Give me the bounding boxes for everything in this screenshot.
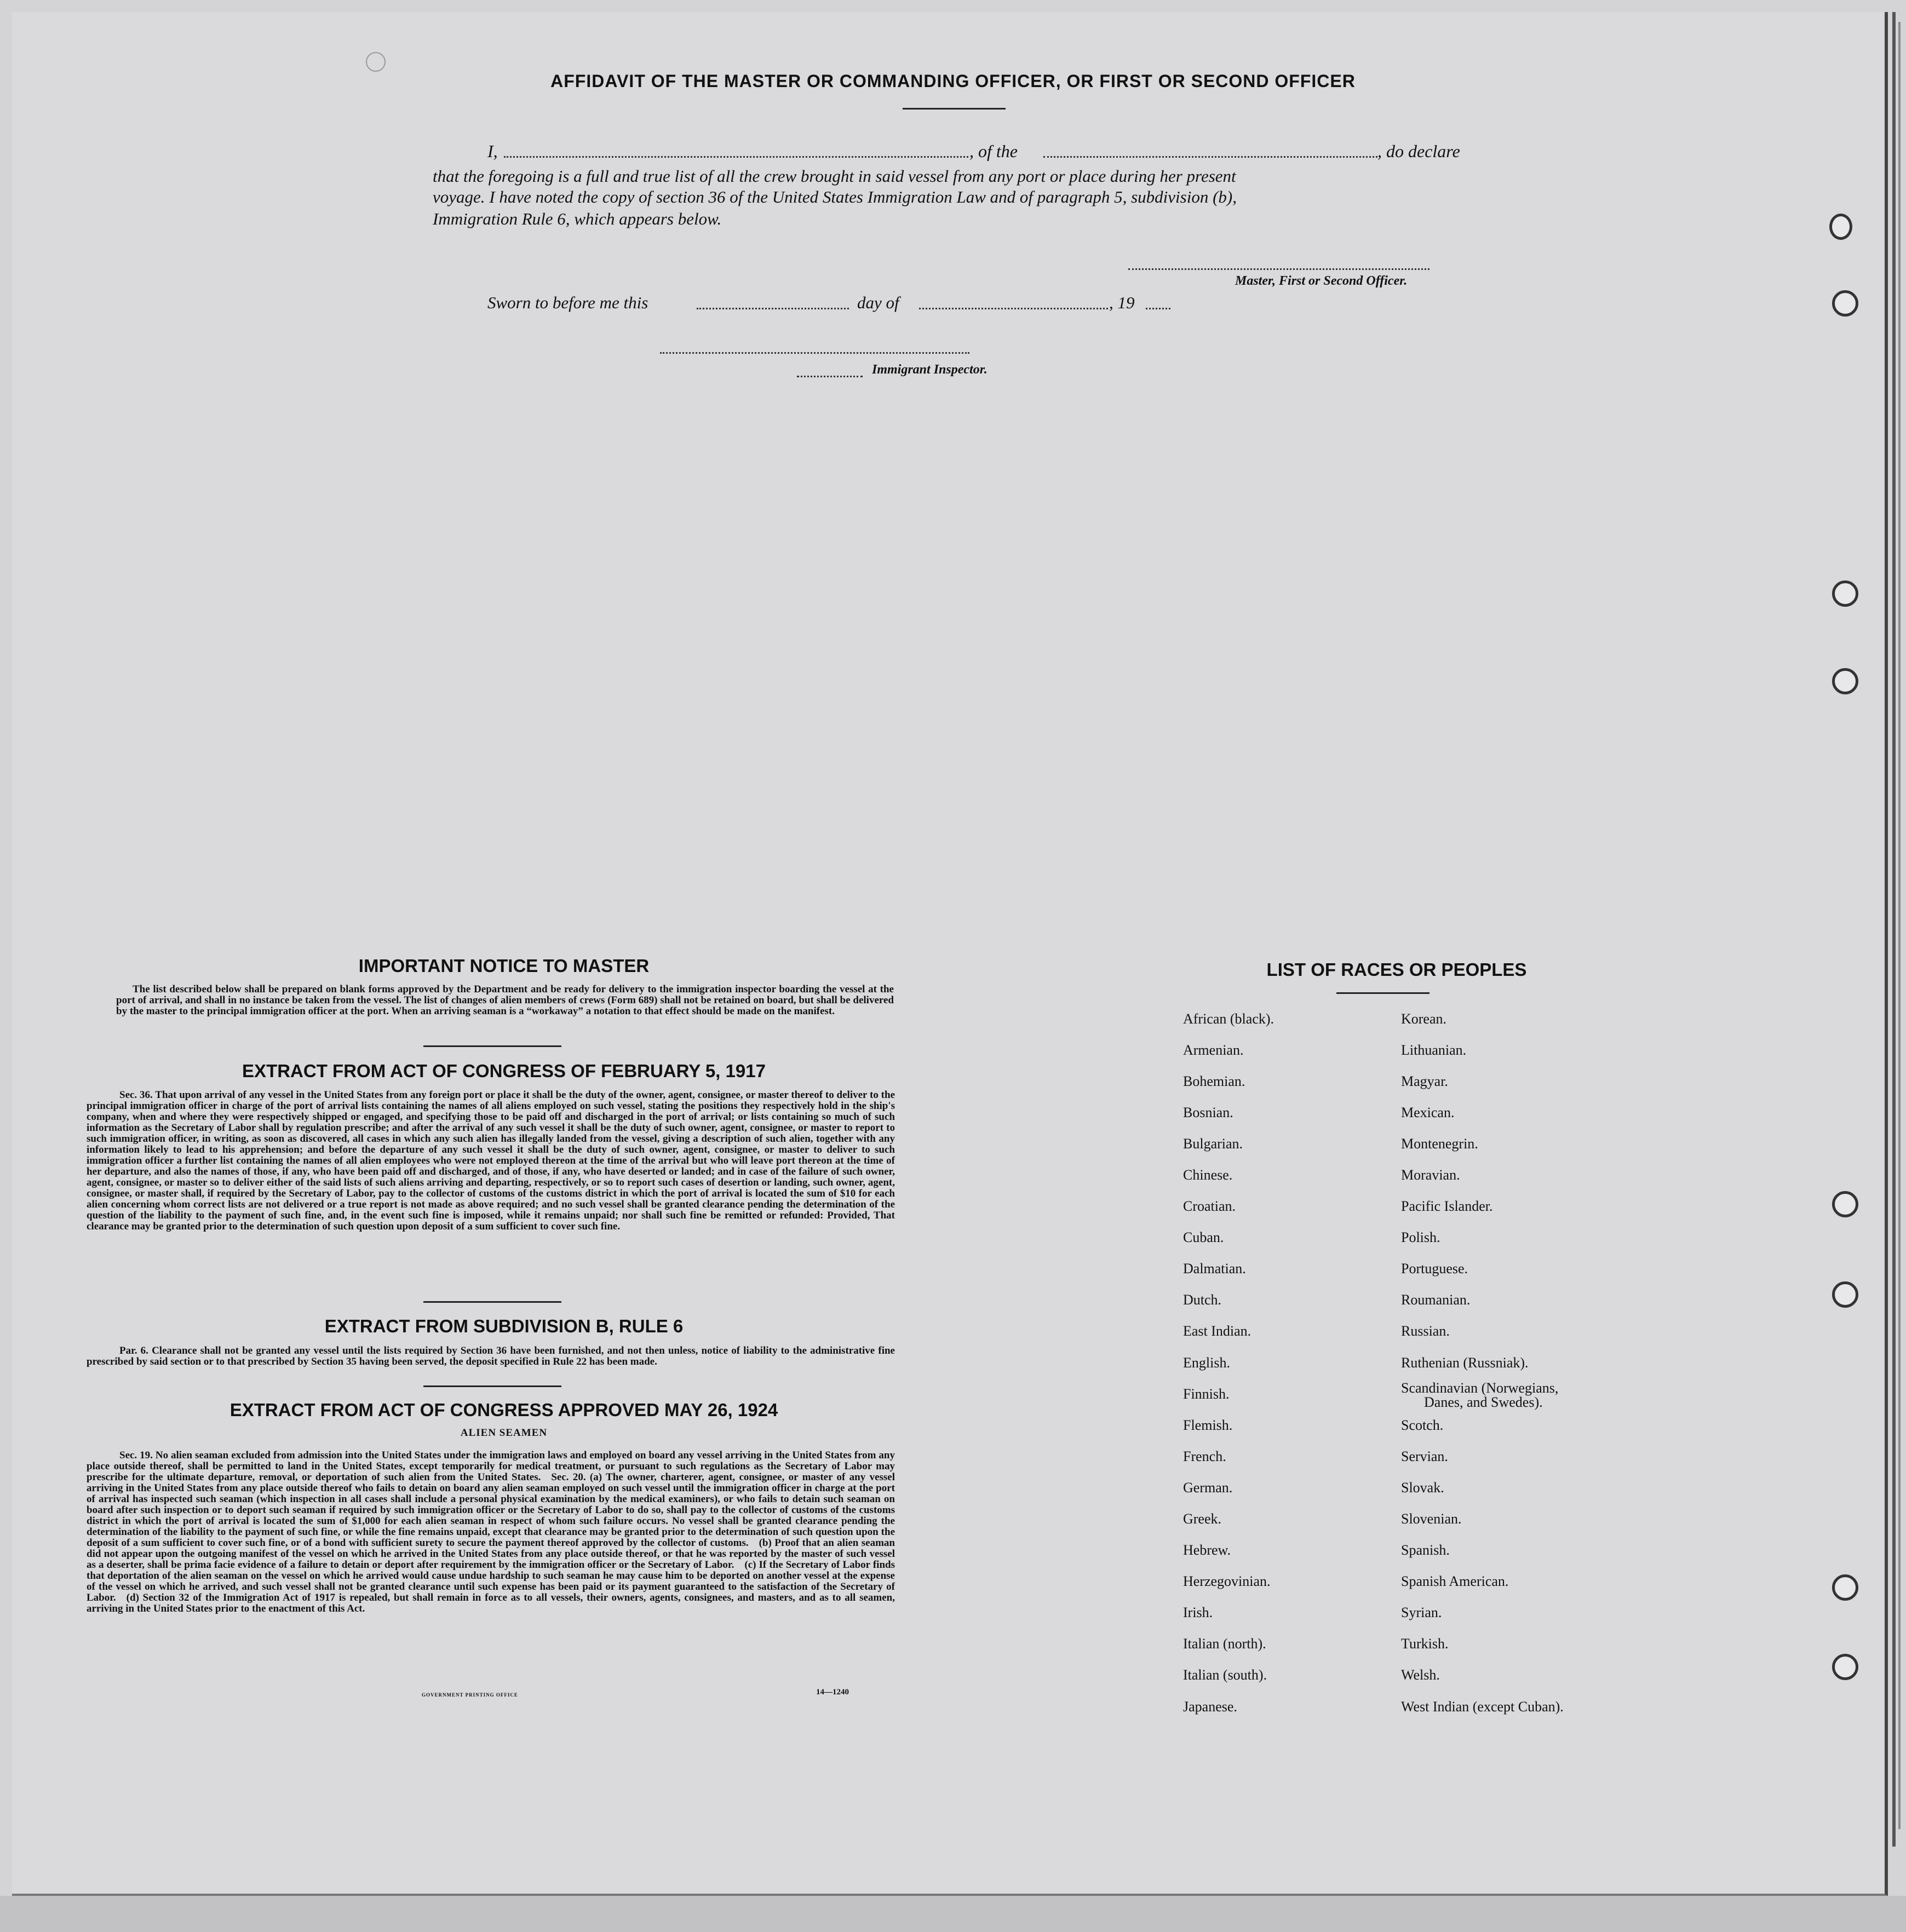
- race-item-continuation: Danes, and Swedes).: [1424, 1394, 1543, 1410]
- race-item: French.: [1183, 1448, 1226, 1464]
- race-item: Spanish American.: [1401, 1573, 1509, 1589]
- affidavit-body-line1: that the foregoing is a full and true list of all the crew brought in said vessel from any port or place during her present: [433, 166, 1236, 186]
- inspector-label: Immigrant Inspector.: [872, 363, 988, 377]
- race-item: Roumanian.: [1401, 1292, 1471, 1308]
- race-item: Slovenian.: [1401, 1511, 1462, 1527]
- affidavit-do-declare: , do declare: [1377, 141, 1460, 161]
- race-item: Scotch.: [1401, 1417, 1444, 1433]
- race-item: Magyar.: [1401, 1073, 1448, 1089]
- races-title: LIST OF RACES OR PEOPLES: [1266, 959, 1527, 980]
- race-item: Dutch.: [1183, 1292, 1222, 1308]
- page-edge-shadow: [1892, 12, 1896, 1847]
- race-item: Bulgarian.: [1183, 1136, 1243, 1152]
- extract-1917-title: EXTRACT FROM ACT OF CONGRESS OF FEBRUARY 5, 1917: [242, 1061, 766, 1081]
- race-item: Italian (north).: [1183, 1636, 1266, 1652]
- binder-hole-icon: [1832, 1574, 1858, 1601]
- race-item: Croatian.: [1183, 1198, 1236, 1214]
- sworn-year-blank[interactable]: [1146, 308, 1170, 309]
- vessel-blank[interactable]: [1043, 156, 1377, 158]
- extract-rule6-title: EXTRACT FROM SUBDIVISION B, RULE 6: [324, 1316, 684, 1336]
- race-item: Welsh.: [1401, 1667, 1440, 1683]
- binder-hole-icon: [1832, 1281, 1858, 1308]
- race-item: Irish.: [1183, 1605, 1213, 1620]
- inspector-signature-blank[interactable]: [660, 352, 969, 354]
- extract-1924-title: EXTRACT FROM ACT OF CONGRESS APPROVED MAY 26, 1924: [229, 1400, 778, 1420]
- affidavit-of-the: , of the: [969, 141, 1018, 161]
- divider: [903, 108, 1006, 110]
- race-item: Dalmatian.: [1183, 1261, 1246, 1277]
- signature-blank[interactable]: [1128, 268, 1430, 270]
- binder-hole-icon: [1829, 214, 1852, 240]
- extract-1924-body: Sec. 19. No alien seaman excluded from admission into the United States under the immigration laws and employed on board any vessel arriving in the United States from any place outside thereof, shall be permitted to land in the United States, except temporarily for medical treatment, or pursuant to such regulations as the Secretary of Labor may prescribe for the ultimate departure, removal, or deportation of such alien from the United States. Sec. 20. (a) The owner, charterer, agent, consignee, or master of any vessel arriving in the United States from any place outside thereof who fails to detain on board any alien seaman employed on such vessel until the immigration officer in charge at the port of arrival has inspected such seaman (which inspection in all cases shall include a personal physical examination by the medical examiners), or who fails to detain such seaman on board after such inspection or to deport such seaman if required by such immigration officer or the Secretary of Labor to do so, shall pay to the collector of customs of the customs district in which the port of arrival is located the sum of $1,000 for each alien seaman in respect of whom such failure occurs. No vessel shall be granted clearance pending the determination of the liability to the payment of such fine, or while the fine remains unpaid, except that clearance may be granted prior to the determination of such question upon the deposit of a sum sufficient to cover such fine, or of a bond with sufficient surety to secure the payment thereof approved by the collector of customs. (b) Proof that an alien seaman did not appear upon the outgoing manifest of the vessel on which he arrived in the United States from any place outside thereof, or that he was reported by the master of such vessel as a deserter, shall be prima facie evidence of a failure to detain or deport after requirement by the immigration officer or the Secretary of Labor. (c) If the Secretary of Labor finds that deportation of the alien seaman on the vessel on which he arrived would cause undue hardship to such seaman he may cause him to be deported on another vessel at the expense of the vessel on which he arrived, and such vessel shall not be granted clearance until such expense has been paid or its payment guaranteed to the satisfaction of the Secretary of Labor. (d) Section 32 of the Immigration Act of 1917 is repealed, but shall remain in force as to all vessels, their owners, agents, consignees, and masters, and as to all seamen, arriving in the United States prior to the enactment of this Act.: [87, 1450, 895, 1614]
- binder-hole-icon: [1832, 1191, 1858, 1217]
- race-item: Montenegrin.: [1401, 1136, 1478, 1152]
- printer-credit: GOVERNMENT PRINTING OFFICE: [422, 1692, 518, 1698]
- sworn-year-prefix: , 19: [1109, 293, 1135, 312]
- race-item: Spanish.: [1401, 1542, 1450, 1558]
- sworn-day-of: day of: [857, 293, 899, 312]
- affidavit-title: AFFIDAVIT OF THE MASTER OR COMMANDING OFFICER, OR FIRST OR SECOND OFFICER: [550, 71, 1356, 91]
- race-item: Bohemian.: [1183, 1073, 1245, 1089]
- race-item: Mexican.: [1401, 1105, 1455, 1120]
- race-item: Hebrew.: [1183, 1542, 1231, 1558]
- race-item: African (black).: [1183, 1011, 1275, 1027]
- name-blank[interactable]: [504, 156, 968, 158]
- race-item: Syrian.: [1401, 1605, 1442, 1620]
- affidavit-body-line3: Immigration Rule 6, which appears below.: [433, 209, 722, 228]
- divider: [423, 1385, 561, 1387]
- divider: [423, 1045, 561, 1047]
- race-item: Cuban.: [1183, 1229, 1224, 1245]
- race-item: Bosnian.: [1183, 1105, 1233, 1120]
- race-item: Scandinavian (Norwegians,: [1401, 1380, 1559, 1396]
- race-item: West Indian (except Cuban).: [1401, 1699, 1564, 1715]
- sworn-day-blank[interactable]: [697, 308, 849, 309]
- affidavit-body-line2: voyage. I have noted the copy of section 36 of the United States Immigration Law and of paragraph 5, subdivision (b),: [433, 187, 1237, 206]
- extract-1917-body: Sec. 36. That upon arrival of any vessel in the United States from any foreign port or place it shall be the duty of the owner, agent, consignee, or master thereof to deliver to the principal immigration officer in charge of the port of arrival lists containing the names of all aliens employed on such vessel, stating the positions they respectively hold in the ship's company, when and where they were respectively shipped or engaged, and specifying those to be paid off and discharged in the port of arrival; or lists containing so much of such information as the Secretary of Labor shall by regulation prescribe; and after the arrival of any such vessel it shall be the duty of such owner, agent, consignee, or master to report to such immigration officer, in writing, as soon as discovered, all cases in which any such alien has illegally landed from the vessel, giving a description of such alien, together with any information likely to lead to his apprehension; and before the departure of any such vessel it shall be the duty of such owner, agent, consignee, or master to deliver to such immigration officer a further list containing the names of all alien employees who were not employed thereon at the time of the arrival but who will leave port thereon at the time of her departure, and also the names of those, if any, who have been paid off and discharged, and of those, if any, who have deserted or landed; and in case of the failure of such owner, agent, consignee, or master so to deliver either of the said lists of such aliens arriving and departing, respectively, or so to report such cases of desertion or landing, such owner, agent, consignee, or master shall, if required by the Secretary of Labor, pay to the collector of customs of the customs district in which the port of arrival is located the sum of $10 for each alien concerning whom correct lists are not delivered or a true report is not made as above required; and no such vessel shall be granted clearance pending the determination of the question of the liability to the payment of such fine, and, in the event such fine is imposed, while it remains unpaid; nor shall such fine be remitted or refunded: Provided, That clearance may be granted prior to the determination of such question upon deposit of a sum sufficient to cover such fine.: [87, 1089, 895, 1232]
- inspector-dots: [797, 376, 863, 377]
- race-item: Finnish.: [1183, 1386, 1230, 1402]
- race-item: Moravian.: [1401, 1167, 1460, 1183]
- race-item: Portuguese.: [1401, 1261, 1468, 1277]
- race-item: Herzegovinian.: [1183, 1573, 1271, 1589]
- binder-hole-icon: [1832, 668, 1858, 694]
- race-item: German.: [1183, 1480, 1233, 1496]
- faint-hole-icon: [366, 52, 386, 72]
- sworn-label: Sworn to before me this: [487, 293, 648, 312]
- race-item: Flemish.: [1183, 1417, 1233, 1433]
- race-item: English.: [1183, 1355, 1230, 1371]
- race-item: Slovak.: [1401, 1480, 1444, 1496]
- notice-body: The list described below shall be prepared on blank forms approved by the Department and be ready for delivery to the immigration inspector boarding the vessel at the port of arrival, and shall in no instance be taken from the vessel. The list of changes of alien members of crews (Form 689) shall not be retained on board, but shall be delivered by the master to the principal immigration officer at the port. When an arriving seaman is a “workaway” a notation to that effect should be made on the manifest.: [116, 984, 894, 1017]
- race-item: Lithuanian.: [1401, 1042, 1467, 1058]
- race-item: Italian (south).: [1183, 1667, 1267, 1683]
- race-item: Polish.: [1401, 1229, 1440, 1245]
- race-item: Greek.: [1183, 1511, 1222, 1527]
- race-item: Armenian.: [1183, 1042, 1244, 1058]
- race-item: Japanese.: [1183, 1699, 1237, 1715]
- race-item: Korean.: [1401, 1011, 1447, 1027]
- divider: [423, 1301, 561, 1303]
- race-item: Pacific Islander.: [1401, 1198, 1493, 1214]
- binder-hole-icon: [1832, 290, 1858, 317]
- binder-hole-icon: [1832, 580, 1858, 607]
- divider: [1336, 992, 1430, 994]
- affidavit-i-label: I,: [487, 141, 498, 161]
- race-item: Chinese.: [1183, 1167, 1233, 1183]
- race-item: Russian.: [1401, 1323, 1450, 1339]
- form-number: 14—1240: [816, 1688, 849, 1697]
- race-item: Servian.: [1401, 1448, 1448, 1464]
- scan-bottom-edge: [0, 1896, 1906, 1932]
- binder-hole-icon: [1832, 1654, 1858, 1680]
- extract-rule6-body: Par. 6. Clearance shall not be granted any vessel until the lists required by Section 36 have been furnished, and not then unless, notice of liability to the administrative fine prescribed by said section or to that prescribed by Section 35 having been served, the deposit specified in Rule 22 has been made.: [87, 1345, 895, 1367]
- race-item: Turkish.: [1401, 1636, 1449, 1652]
- race-item: Ruthenian (Russniak).: [1401, 1355, 1529, 1371]
- signature-label: Master, First or Second Officer.: [1235, 274, 1408, 288]
- sworn-month-blank[interactable]: [919, 308, 1108, 309]
- extract-1924-subtitle: ALIEN SEAMEN: [460, 1427, 548, 1439]
- race-item: East Indian.: [1183, 1323, 1251, 1339]
- notice-title: IMPORTANT NOTICE TO MASTER: [358, 956, 650, 976]
- page-edge-shadow-2: [1898, 22, 1901, 1829]
